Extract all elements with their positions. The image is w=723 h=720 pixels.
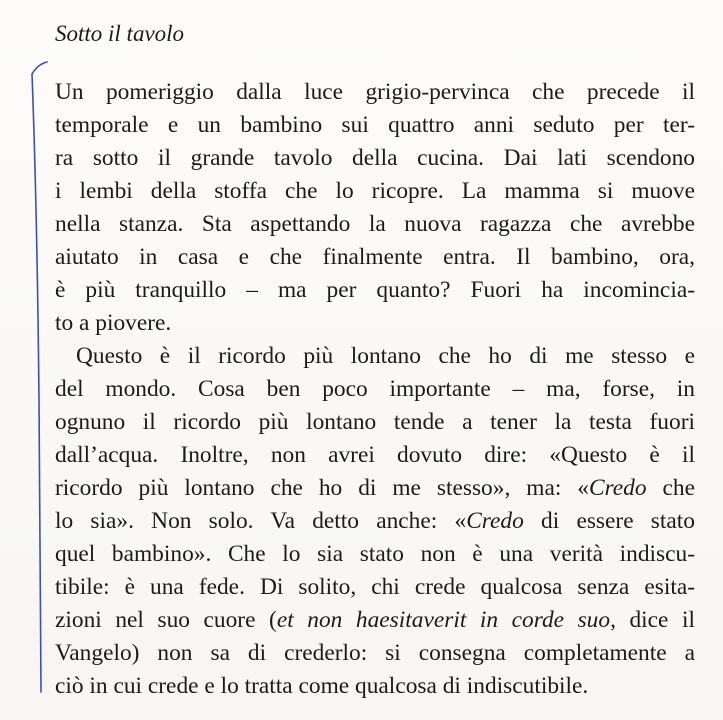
text-line [55, 670, 695, 703]
italic-text: et non haesitaverit in corde suo [276, 607, 611, 633]
chapter-heading: Sotto il tavolo [55, 21, 185, 46]
text-segment: Vangelo) non sa di crederlo: si consegna completamente a [55, 640, 695, 666]
text-line [55, 406, 695, 439]
text-segment: di essere stato [523, 508, 695, 534]
paragraph [55, 76, 695, 340]
text-line [55, 340, 695, 373]
text-segment: lo sia». Non solo. Va detto anche: « [55, 508, 467, 534]
text-segment: tibile: è una fede. Di solito, chi crede qualcosa senza esita- [55, 574, 695, 600]
text-segment: temporale e un bambino sui quattro anni seduto per ter- [55, 112, 695, 138]
text-segment: ra sotto il grande tavolo della cucina. Dai lati scendono [55, 145, 695, 171]
text-line [55, 538, 695, 571]
text-line [55, 637, 695, 670]
text-line [55, 307, 695, 340]
text-segment: nella stanza. Sta aspettando la nuova ragazza che avrebbe [55, 211, 695, 237]
text-line [55, 571, 695, 604]
text-line [55, 604, 695, 637]
text-segment: quel bambino». Che lo sia stato non è una verità indiscu- [55, 541, 695, 567]
paragraph [55, 340, 695, 703]
text-segment: Questo è il ricordo più lontano che ho di me stesso e [76, 343, 695, 369]
text-line [55, 241, 695, 274]
text-segment: zioni nel suo cuore ( [55, 607, 277, 633]
text-line [55, 472, 695, 505]
italic-text: Credo [588, 475, 647, 501]
text-segment: ognuno il ricordo più lontano tende a tener la testa fuori [55, 409, 695, 435]
text-line [55, 175, 695, 208]
text-segment: ciò in cui crede e lo tratta come qualcosa di indiscutibile. [55, 673, 589, 699]
text-segment: che [646, 475, 695, 501]
text-segment: , dice il [610, 607, 695, 633]
text-segment: del mondo. Cosa ben poco importante – ma, forse, in [55, 376, 695, 402]
text-segment: ricordo più lontano che ho di me stesso», ma: « [55, 475, 589, 501]
text-segment: Un pomeriggio dalla luce grigio-pervinca che precede il [55, 79, 695, 105]
pen-mark-hook [32, 62, 47, 74]
pen-mark-line [32, 74, 41, 692]
text-segment: è più tranquillo – ma per quanto? Fuori ha incomincia- [55, 277, 695, 303]
body-text [55, 76, 695, 703]
text-segment: to a piovere. [55, 310, 172, 336]
italic-text: Credo [466, 508, 524, 534]
text-line [55, 505, 695, 538]
text-line [55, 439, 695, 472]
text-line [55, 373, 695, 406]
text-segment: aiutato in casa e che finalmente entra. Il bambino, ora, [55, 244, 695, 270]
text-line [55, 274, 695, 307]
text-line [55, 109, 695, 142]
text-line [55, 208, 695, 241]
text-segment: i lembi della stoffa che lo ricopre. La mamma si muove [55, 178, 695, 204]
text-segment: dall’acqua. Inoltre, non avrei dovuto dire: «Questo è il [55, 442, 695, 468]
text-line [55, 76, 695, 109]
text-line [55, 142, 695, 175]
